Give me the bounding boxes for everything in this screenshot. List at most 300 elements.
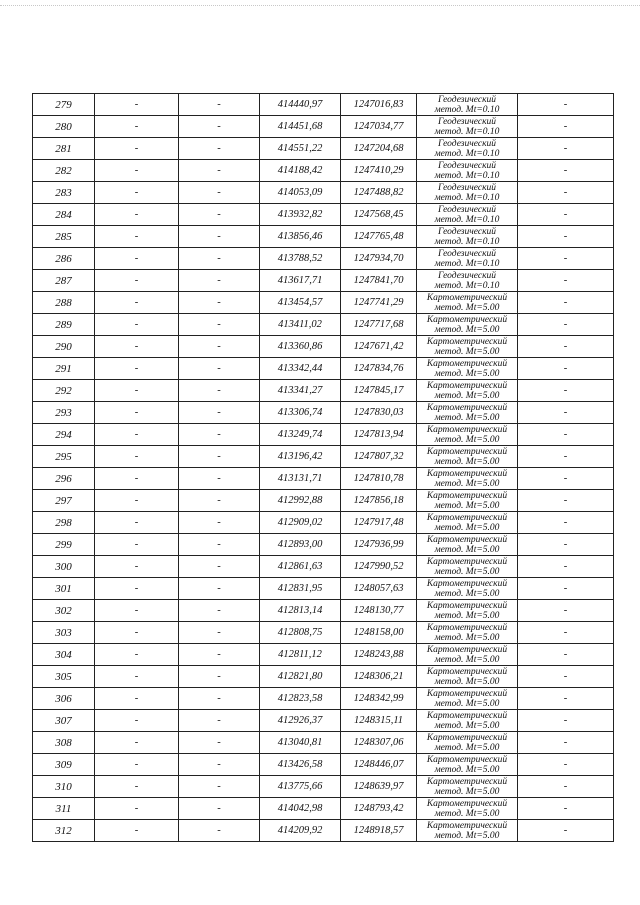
method-accuracy: метод. Mt=0.10 [434, 214, 500, 225]
empty-cell: - [95, 512, 179, 534]
method-cell [417, 182, 518, 204]
point-number-cell: 283 [33, 182, 95, 204]
empty-cell: - [95, 732, 179, 754]
empty-cell: - [179, 776, 260, 798]
point-number-cell: 311 [33, 798, 95, 820]
empty-cell: - [179, 314, 260, 336]
empty-cell: - [179, 688, 260, 710]
method-name: Картометрический [426, 314, 508, 325]
x-coordinate-cell: 412808,75 [260, 622, 341, 644]
empty-cell: - [179, 182, 260, 204]
method-cell [417, 556, 518, 578]
method-name: Картометрический [426, 754, 508, 765]
empty-cell: - [95, 666, 179, 688]
top-scan-edge [0, 5, 640, 6]
method-accuracy: метод. Mt=5.00 [434, 654, 500, 665]
method-cell [417, 512, 518, 534]
table-row [33, 94, 614, 116]
empty-cell: - [95, 688, 179, 710]
x-coordinate-cell: 414188,42 [260, 160, 341, 182]
x-coordinate-cell: 413306,74 [260, 402, 341, 424]
empty-cell: - [179, 402, 260, 424]
empty-cell: - [179, 644, 260, 666]
table-row [33, 358, 614, 380]
empty-cell: - [95, 622, 179, 644]
method-name: Картометрический [426, 622, 508, 633]
point-number-cell: 302 [33, 600, 95, 622]
method-cell [417, 710, 518, 732]
method-name: Картометрический [426, 380, 508, 391]
x-coordinate-cell: 412992,88 [260, 490, 341, 512]
method-accuracy: метод. Mt=0.10 [434, 192, 500, 203]
y-coordinate-cell: 1248793,42 [341, 798, 417, 820]
x-coordinate-cell: 413249,74 [260, 424, 341, 446]
empty-cell: - [95, 380, 179, 402]
empty-cell: - [518, 666, 614, 688]
method-cell [417, 688, 518, 710]
empty-cell: - [518, 248, 614, 270]
method-accuracy: метод. Mt=0.10 [434, 104, 500, 115]
empty-cell: - [179, 94, 260, 116]
y-coordinate-cell: 1248243,88 [341, 644, 417, 666]
empty-cell: - [179, 336, 260, 358]
method-accuracy: метод. Mt=5.00 [434, 368, 500, 379]
method-name: Картометрический [426, 732, 508, 743]
empty-cell: - [95, 490, 179, 512]
x-coordinate-cell: 412811,12 [260, 644, 341, 666]
method-name: Геодезический [437, 116, 497, 127]
method-accuracy: метод. Mt=5.00 [434, 522, 500, 533]
table-row [33, 116, 614, 138]
method-cell [417, 160, 518, 182]
empty-cell: - [95, 314, 179, 336]
method-name: Картометрический [426, 666, 508, 677]
y-coordinate-cell: 1247990,52 [341, 556, 417, 578]
y-coordinate-cell: 1247841,70 [341, 270, 417, 292]
table-row [33, 534, 614, 556]
empty-cell: - [95, 578, 179, 600]
method-accuracy: метод. Mt=5.00 [434, 698, 500, 709]
point-number-cell: 297 [33, 490, 95, 512]
x-coordinate-cell: 414440,97 [260, 94, 341, 116]
method-accuracy: метод. Mt=5.00 [434, 588, 500, 599]
empty-cell: - [179, 600, 260, 622]
table-row [33, 732, 614, 754]
method-name: Геодезический [437, 270, 497, 281]
y-coordinate-cell: 1248307,06 [341, 732, 417, 754]
method-accuracy: метод. Mt=5.00 [434, 478, 500, 489]
table-row [33, 424, 614, 446]
empty-cell: - [518, 226, 614, 248]
empty-cell: - [518, 512, 614, 534]
method-accuracy: метод. Mt=5.00 [434, 500, 500, 511]
empty-cell: - [95, 226, 179, 248]
method-name: Геодезический [437, 160, 497, 171]
table-row [33, 314, 614, 336]
empty-cell: - [95, 270, 179, 292]
method-accuracy: метод. Mt=5.00 [434, 742, 500, 753]
y-coordinate-cell: 1247765,48 [341, 226, 417, 248]
method-accuracy: метод. Mt=5.00 [434, 302, 500, 313]
method-accuracy: метод. Mt=5.00 [434, 566, 500, 577]
x-coordinate-cell: 414209,92 [260, 820, 341, 842]
table-row [33, 578, 614, 600]
table-row [33, 490, 614, 512]
method-cell [417, 204, 518, 226]
x-coordinate-cell: 412813,14 [260, 600, 341, 622]
y-coordinate-cell: 1247034,77 [341, 116, 417, 138]
method-accuracy: метод. Mt=5.00 [434, 324, 500, 335]
method-name: Картометрический [426, 578, 508, 589]
point-number-cell: 281 [33, 138, 95, 160]
table-row [33, 688, 614, 710]
empty-cell: - [518, 820, 614, 842]
method-cell [417, 622, 518, 644]
method-name: Картометрический [426, 798, 508, 809]
empty-cell: - [179, 248, 260, 270]
y-coordinate-cell: 1247016,83 [341, 94, 417, 116]
empty-cell: - [518, 160, 614, 182]
table-row [33, 468, 614, 490]
method-cell [417, 358, 518, 380]
method-cell [417, 490, 518, 512]
method-cell [417, 226, 518, 248]
point-number-cell: 299 [33, 534, 95, 556]
empty-cell: - [179, 512, 260, 534]
method-name: Картометрический [426, 776, 508, 787]
point-number-cell: 288 [33, 292, 95, 314]
method-cell [417, 468, 518, 490]
method-accuracy: метод. Mt=5.00 [434, 720, 500, 731]
method-accuracy: метод. Mt=0.10 [434, 280, 500, 291]
method-name: Картометрический [426, 490, 508, 501]
x-coordinate-cell: 413411,02 [260, 314, 341, 336]
method-name: Картометрический [426, 820, 508, 831]
method-cell [417, 380, 518, 402]
empty-cell: - [95, 358, 179, 380]
method-name: Геодезический [437, 226, 497, 237]
x-coordinate-cell: 413426,58 [260, 754, 341, 776]
y-coordinate-cell: 1248130,77 [341, 600, 417, 622]
empty-cell: - [179, 270, 260, 292]
empty-cell: - [179, 358, 260, 380]
method-accuracy: метод. Mt=5.00 [434, 830, 500, 841]
table-row [33, 380, 614, 402]
method-accuracy: метод. Mt=5.00 [434, 808, 500, 819]
method-accuracy: метод. Mt=5.00 [434, 412, 500, 423]
table-row [33, 666, 614, 688]
method-cell [417, 820, 518, 842]
method-accuracy: метод. Mt=5.00 [434, 544, 500, 555]
table-row [33, 754, 614, 776]
x-coordinate-cell: 413617,71 [260, 270, 341, 292]
point-number-cell: 293 [33, 402, 95, 424]
table-row [33, 798, 614, 820]
method-cell [417, 94, 518, 116]
empty-cell: - [179, 754, 260, 776]
empty-cell: - [95, 644, 179, 666]
point-number-cell: 287 [33, 270, 95, 292]
empty-cell: - [179, 710, 260, 732]
empty-cell: - [179, 732, 260, 754]
empty-cell: - [518, 94, 614, 116]
y-coordinate-cell: 1247717,68 [341, 314, 417, 336]
method-name: Геодезический [437, 204, 497, 215]
empty-cell: - [179, 116, 260, 138]
empty-cell: - [95, 534, 179, 556]
x-coordinate-cell: 413342,44 [260, 358, 341, 380]
table-row [33, 248, 614, 270]
method-name: Геодезический [437, 248, 497, 259]
empty-cell: - [179, 622, 260, 644]
empty-cell: - [179, 578, 260, 600]
y-coordinate-cell: 1247936,99 [341, 534, 417, 556]
method-accuracy: метод. Mt=5.00 [434, 632, 500, 643]
x-coordinate-cell: 413131,71 [260, 468, 341, 490]
point-number-cell: 310 [33, 776, 95, 798]
x-coordinate-cell: 413788,52 [260, 248, 341, 270]
empty-cell: - [179, 798, 260, 820]
point-number-cell: 306 [33, 688, 95, 710]
y-coordinate-cell: 1247934,70 [341, 248, 417, 270]
method-cell [417, 534, 518, 556]
y-coordinate-cell: 1248639,97 [341, 776, 417, 798]
method-cell [417, 424, 518, 446]
table-row [33, 820, 614, 842]
x-coordinate-cell: 412831,95 [260, 578, 341, 600]
empty-cell: - [518, 336, 614, 358]
method-name: Картометрический [426, 688, 508, 699]
point-number-cell: 279 [33, 94, 95, 116]
x-coordinate-cell: 413360,86 [260, 336, 341, 358]
y-coordinate-cell: 1247568,45 [341, 204, 417, 226]
empty-cell: - [95, 798, 179, 820]
empty-cell: - [95, 402, 179, 424]
empty-cell: - [95, 754, 179, 776]
method-cell [417, 138, 518, 160]
method-accuracy: метод. Mt=5.00 [434, 764, 500, 775]
method-cell [417, 732, 518, 754]
table-row [33, 226, 614, 248]
empty-cell: - [518, 732, 614, 754]
method-cell [417, 798, 518, 820]
table-row [33, 270, 614, 292]
table-row [33, 204, 614, 226]
method-name: Геодезический [437, 138, 497, 149]
point-number-cell: 312 [33, 820, 95, 842]
y-coordinate-cell: 1248315,11 [341, 710, 417, 732]
y-coordinate-cell: 1247856,18 [341, 490, 417, 512]
empty-cell: - [179, 534, 260, 556]
method-name: Картометрический [426, 446, 508, 457]
empty-cell: - [179, 468, 260, 490]
point-number-cell: 294 [33, 424, 95, 446]
method-name: Картометрический [426, 358, 508, 369]
point-number-cell: 282 [33, 160, 95, 182]
y-coordinate-cell: 1247488,82 [341, 182, 417, 204]
method-accuracy: метод. Mt=0.10 [434, 170, 500, 181]
empty-cell: - [95, 182, 179, 204]
empty-cell: - [518, 314, 614, 336]
empty-cell: - [518, 402, 614, 424]
method-accuracy: метод. Mt=0.10 [434, 258, 500, 269]
y-coordinate-cell: 1247810,78 [341, 468, 417, 490]
point-number-cell: 284 [33, 204, 95, 226]
x-coordinate-cell: 414053,09 [260, 182, 341, 204]
table-row [33, 600, 614, 622]
empty-cell: - [95, 556, 179, 578]
empty-cell: - [518, 556, 614, 578]
empty-cell: - [518, 380, 614, 402]
empty-cell: - [518, 798, 614, 820]
point-number-cell: 290 [33, 336, 95, 358]
point-number-cell: 292 [33, 380, 95, 402]
empty-cell: - [179, 446, 260, 468]
empty-cell: - [95, 776, 179, 798]
method-cell [417, 248, 518, 270]
y-coordinate-cell: 1247671,42 [341, 336, 417, 358]
method-name: Картометрический [426, 424, 508, 435]
empty-cell: - [518, 754, 614, 776]
method-accuracy: метод. Mt=0.10 [434, 236, 500, 247]
method-name: Геодезический [437, 94, 497, 105]
x-coordinate-cell: 412821,80 [260, 666, 341, 688]
method-cell [417, 600, 518, 622]
empty-cell: - [518, 776, 614, 798]
point-number-cell: 291 [33, 358, 95, 380]
x-coordinate-cell: 413040,81 [260, 732, 341, 754]
method-name: Картометрический [426, 512, 508, 523]
empty-cell: - [95, 116, 179, 138]
table-row [33, 402, 614, 424]
x-coordinate-cell: 412909,02 [260, 512, 341, 534]
method-accuracy: метод. Mt=5.00 [434, 434, 500, 445]
point-number-cell: 280 [33, 116, 95, 138]
method-name: Картометрический [426, 710, 508, 721]
x-coordinate-cell: 412823,58 [260, 688, 341, 710]
empty-cell: - [95, 292, 179, 314]
empty-cell: - [518, 424, 614, 446]
empty-cell: - [95, 600, 179, 622]
empty-cell: - [95, 336, 179, 358]
table-row [33, 710, 614, 732]
method-name: Картометрический [426, 556, 508, 567]
y-coordinate-cell: 1248446,07 [341, 754, 417, 776]
empty-cell: - [179, 666, 260, 688]
method-accuracy: метод. Mt=5.00 [434, 346, 500, 357]
empty-cell: - [179, 292, 260, 314]
point-number-cell: 289 [33, 314, 95, 336]
x-coordinate-cell: 413454,57 [260, 292, 341, 314]
point-number-cell: 295 [33, 446, 95, 468]
y-coordinate-cell: 1248306,21 [341, 666, 417, 688]
table-row [33, 160, 614, 182]
y-coordinate-cell: 1247845,17 [341, 380, 417, 402]
method-cell [417, 116, 518, 138]
method-accuracy: метод. Mt=5.00 [434, 390, 500, 401]
x-coordinate-cell: 412926,37 [260, 710, 341, 732]
table-row [33, 622, 614, 644]
y-coordinate-cell: 1248918,57 [341, 820, 417, 842]
x-coordinate-cell: 413196,42 [260, 446, 341, 468]
method-name: Картометрический [426, 534, 508, 545]
point-number-cell: 285 [33, 226, 95, 248]
empty-cell: - [179, 160, 260, 182]
method-cell [417, 446, 518, 468]
point-number-cell: 298 [33, 512, 95, 534]
method-accuracy: метод. Mt=5.00 [434, 456, 500, 467]
empty-cell: - [95, 710, 179, 732]
empty-cell: - [179, 820, 260, 842]
method-accuracy: метод. Mt=5.00 [434, 676, 500, 687]
point-number-cell: 301 [33, 578, 95, 600]
table-body [33, 94, 614, 842]
empty-cell: - [518, 204, 614, 226]
y-coordinate-cell: 1247204,68 [341, 138, 417, 160]
empty-cell: - [518, 578, 614, 600]
empty-cell: - [518, 138, 614, 160]
empty-cell: - [179, 226, 260, 248]
empty-cell: - [179, 138, 260, 160]
empty-cell: - [518, 644, 614, 666]
x-coordinate-cell: 412893,00 [260, 534, 341, 556]
method-cell [417, 666, 518, 688]
method-name: Картометрический [426, 644, 508, 655]
empty-cell: - [95, 138, 179, 160]
empty-cell: - [95, 424, 179, 446]
empty-cell: - [518, 468, 614, 490]
method-cell [417, 578, 518, 600]
method-accuracy: метод. Mt=0.10 [434, 126, 500, 137]
empty-cell: - [179, 556, 260, 578]
point-number-cell: 309 [33, 754, 95, 776]
method-name: Картометрический [426, 600, 508, 611]
y-coordinate-cell: 1248342,99 [341, 688, 417, 710]
empty-cell: - [518, 358, 614, 380]
empty-cell: - [518, 710, 614, 732]
table-row [33, 182, 614, 204]
empty-cell: - [95, 446, 179, 468]
table-row [33, 138, 614, 160]
method-cell [417, 336, 518, 358]
point-number-cell: 307 [33, 710, 95, 732]
y-coordinate-cell: 1248158,00 [341, 622, 417, 644]
method-accuracy: метод. Mt=5.00 [434, 786, 500, 797]
table-row [33, 512, 614, 534]
method-name: Картометрический [426, 292, 508, 303]
point-number-cell: 300 [33, 556, 95, 578]
empty-cell: - [518, 600, 614, 622]
y-coordinate-cell: 1247813,94 [341, 424, 417, 446]
empty-cell: - [518, 490, 614, 512]
method-name: Картометрический [426, 336, 508, 347]
table-row [33, 292, 614, 314]
x-coordinate-cell: 413856,46 [260, 226, 341, 248]
y-coordinate-cell: 1247917,48 [341, 512, 417, 534]
empty-cell: - [518, 446, 614, 468]
method-cell [417, 292, 518, 314]
method-name: Картометрический [426, 402, 508, 413]
method-name: Картометрический [426, 468, 508, 479]
y-coordinate-cell: 1247807,32 [341, 446, 417, 468]
table-row [33, 776, 614, 798]
x-coordinate-cell: 414042,98 [260, 798, 341, 820]
empty-cell: - [179, 204, 260, 226]
method-cell [417, 776, 518, 798]
table-row [33, 556, 614, 578]
y-coordinate-cell: 1247741,29 [341, 292, 417, 314]
method-accuracy: метод. Mt=5.00 [434, 610, 500, 621]
